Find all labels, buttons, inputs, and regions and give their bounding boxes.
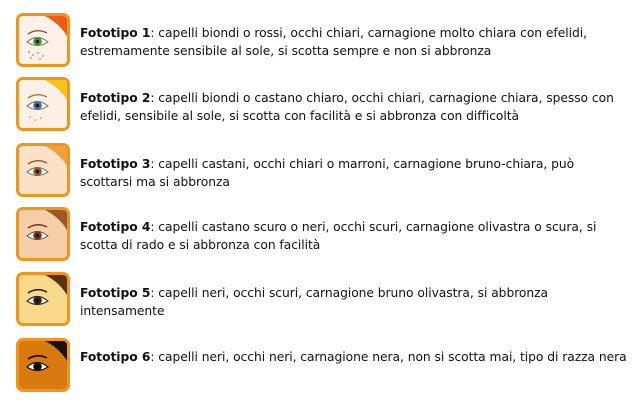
- phototype-description: [80, 89, 632, 125]
- phototype-description: [80, 155, 632, 191]
- phototype-label: Fototipo 6: [80, 350, 151, 364]
- description-line-2: scotta di rado e si abbronza con facilità: [80, 238, 321, 252]
- face-fototipo-2-icon: [16, 77, 70, 131]
- description-line-2: estremamente sensibile al sole, si scotta sempre e non si abbronza: [80, 44, 492, 58]
- pupil: [36, 40, 39, 43]
- pupil: [36, 299, 39, 302]
- face-illustration: [19, 16, 67, 64]
- face-fototipo-6-icon: [16, 338, 70, 392]
- pupil: [36, 170, 39, 173]
- description-text: : capelli biondi o castano chiaro, occhi chiari, carnagione chiara, spesso con: [150, 91, 614, 105]
- pupil: [36, 365, 39, 368]
- phototype-row-1: [0, 13, 636, 73]
- pupil: [36, 234, 39, 237]
- description-text: : capelli neri, occhi neri, carnagione nera, non si scotta mai, tipo di razza nera: [150, 350, 627, 364]
- face-fototipo-5-icon: [16, 272, 70, 326]
- description-line-1: [80, 218, 632, 236]
- description-line-2: scottarsi ma si abbronza: [80, 175, 230, 189]
- phototype-row-5: [0, 272, 636, 332]
- face-illustration: [19, 80, 67, 128]
- description-line-2: intensamente: [80, 304, 165, 318]
- phototype-row-6: [0, 338, 636, 398]
- description-text: : capelli neri, occhi scuri, carnagione bruno olivastra, si abbronza: [150, 286, 549, 300]
- phototype-row-3: [0, 143, 636, 203]
- face-illustration: [19, 341, 67, 389]
- pupil: [36, 104, 39, 107]
- phototype-label: Fototipo 2: [80, 91, 151, 105]
- description-line-1: [80, 284, 632, 302]
- face-fototipo-1-icon: [16, 13, 70, 67]
- description-text: : capelli castani, occhi chiari o marroni, carnagione bruno-chiara, può: [150, 157, 575, 171]
- phototype-description: [80, 348, 632, 366]
- face-illustration: [19, 146, 67, 194]
- phototype-label: Fototipo 5: [80, 286, 151, 300]
- phototype-row-2: [0, 77, 636, 137]
- phototype-label: Fototipo 4: [80, 220, 151, 234]
- description-line-1: [80, 348, 632, 366]
- face-fototipo-4-icon: [16, 207, 70, 261]
- description-line-1: [80, 24, 632, 42]
- face-illustration: [19, 210, 67, 258]
- phototype-row-4: [0, 207, 636, 267]
- phototype-label: Fototipo 3: [80, 157, 151, 171]
- face-illustration: [19, 275, 67, 323]
- description-text: : capelli biondi o rossi, occhi chiari, carnagione molto chiara con efelidi,: [150, 26, 587, 40]
- description-line-1: [80, 155, 632, 173]
- description-line-1: [80, 89, 632, 107]
- face-fototipo-3-icon: [16, 143, 70, 197]
- phototype-description: [80, 24, 632, 60]
- description-line-2: efelidi, sensibile al sole, si scotta con facilità e si abbronza con difficoltà: [80, 109, 520, 123]
- phototype-description: [80, 218, 632, 254]
- description-text: : capelli castano scuro o neri, occhi scuri, carnagione olivastra o scura, si: [150, 220, 597, 234]
- phototype-description: [80, 284, 632, 320]
- phototype-label: Fototipo 1: [80, 26, 151, 40]
